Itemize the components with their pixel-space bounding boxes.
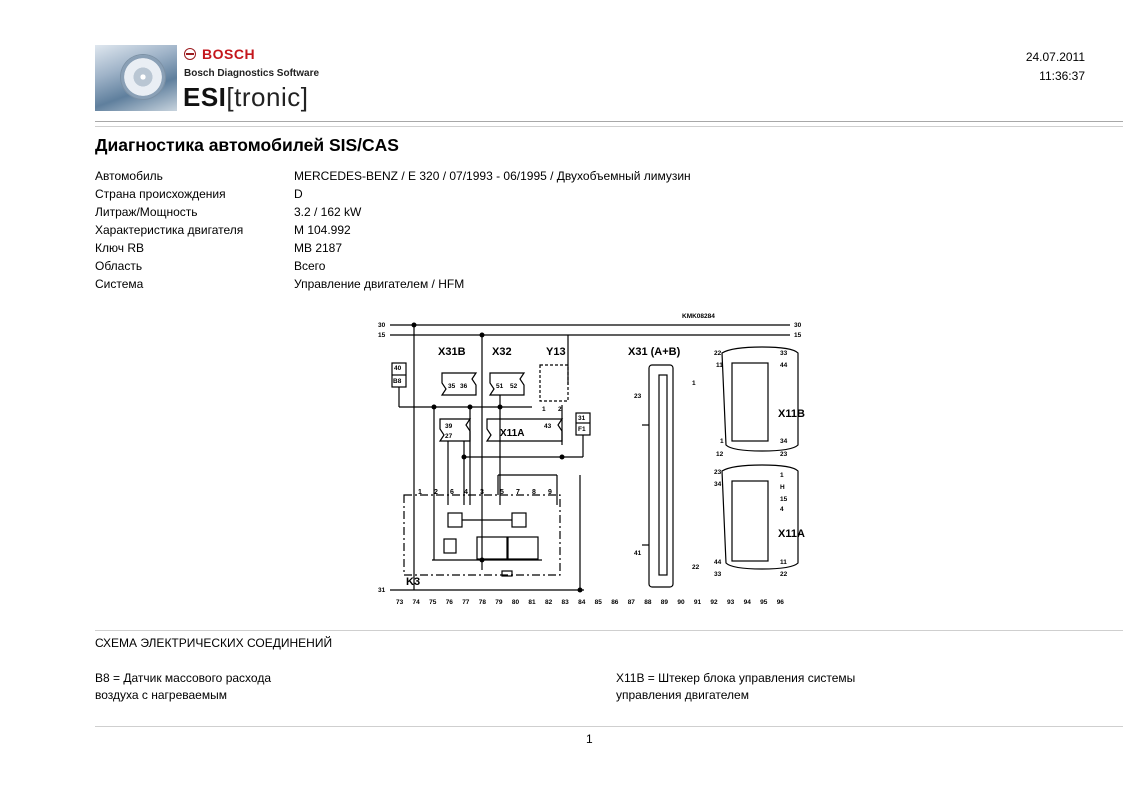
diagram-caption: СХЕМА ЭЛЕКТРИЧЕСКИХ СОЕДИНЕНИЙ — [95, 636, 333, 650]
k3-pin-number: 6 — [450, 489, 454, 496]
x11b-pin-22: 22 — [714, 350, 722, 357]
b8-pin: 40 — [394, 365, 402, 372]
f1-pin: 31 — [578, 415, 586, 422]
grid-number: 91 — [693, 599, 702, 606]
x11b-pin-33: 33 — [780, 350, 788, 357]
y13-label: Y13 — [546, 346, 566, 358]
print-time: 11:36:37 — [1039, 69, 1085, 83]
x11a-connector-label: X11A — [500, 428, 525, 439]
grid-number: 85 — [594, 599, 602, 606]
info-row — [95, 185, 691, 203]
x11a-conn-pin-4: 4 — [780, 506, 784, 513]
esi-tronic: [tronic] — [226, 82, 309, 112]
rail-30-label-right: 30 — [794, 322, 802, 329]
x11a-pin-27: 27 — [445, 433, 453, 440]
x31b-label: X31B — [438, 346, 466, 358]
x11a-conn-pin-34: 34 — [714, 481, 722, 488]
x11a-conn-pin-23: 23 — [714, 469, 722, 476]
f1-label: F1 — [578, 426, 586, 433]
diagram-code: KMK08284 — [682, 313, 715, 320]
info-label: Система — [95, 277, 144, 291]
x11a-conn-pin-22: 22 — [780, 571, 788, 578]
info-value: 3.2 / 162 kW — [294, 205, 362, 219]
grid-number: 94 — [743, 599, 751, 606]
grid-number: 77 — [462, 599, 470, 606]
info-label: Ключ RB — [95, 241, 144, 255]
x11a-conn-pin-15: 15 — [780, 496, 788, 503]
k3-pin-number: 1 — [418, 489, 422, 496]
page-title: Диагностика автомобилей SIS/CAS — [95, 135, 399, 155]
x11b-pin-44: 44 — [780, 362, 788, 369]
info-label: Страна происхождения — [95, 187, 226, 201]
x32-pin-52: 52 — [510, 383, 518, 390]
x11b-pin-12: 12 — [716, 451, 724, 458]
info-label: Характеристика двигателя — [95, 223, 244, 237]
grid-number: 96 — [776, 599, 784, 606]
info-row — [95, 257, 691, 275]
info-value: M 104.992 — [294, 223, 351, 237]
x11a-conn-pin-H: H — [780, 484, 785, 491]
info-value: MB 2187 — [294, 241, 343, 255]
info-value: MERCEDES-BENZ / E 320 / 07/1993 - 06/1995 / Двухобъемный лимузин — [294, 169, 691, 183]
x31ab-pin-23: 23 — [634, 393, 642, 400]
x31b-pin-36: 36 — [460, 383, 468, 390]
legend-b8-line1: B8 = Датчик массового расхода — [95, 671, 271, 685]
x11a-conn-pin-11: 11 — [780, 559, 787, 566]
esi-bold: ESI — [183, 82, 227, 112]
k3-pin-number: 4 — [464, 489, 468, 496]
x32-label: X32 — [492, 346, 512, 358]
k3-label: K3 — [406, 576, 421, 588]
product-name: Bosch Diagnostics Software — [184, 68, 320, 79]
vehicle-info-table — [95, 167, 691, 293]
page-number: 1 — [586, 732, 593, 746]
x11a-pin-39: 39 — [445, 423, 453, 430]
grid-number: 95 — [760, 599, 768, 606]
k3-pin-number: 7 — [516, 489, 520, 496]
grid-number: 87 — [627, 599, 635, 606]
info-row — [95, 275, 691, 293]
grid-number: 89 — [660, 599, 669, 606]
wiring-diagram — [372, 305, 812, 610]
info-row — [95, 239, 691, 257]
rail-30-label: 30 — [378, 322, 386, 329]
x11b-pin-1: 1 — [720, 438, 724, 445]
x11a-conn-pin-1: 1 — [780, 472, 784, 479]
grid-number: 86 — [611, 599, 619, 606]
info-row — [95, 221, 691, 239]
section-divider — [95, 630, 1123, 631]
k3-pin-number: 3 — [480, 489, 484, 496]
x31ab-pin-22: 22 — [692, 564, 700, 571]
legend-b8-line2: воздуха с нагреваемым — [95, 688, 227, 702]
x31ab-label: X31 (A+B) — [628, 346, 681, 358]
x11b-pin-11: 11 — [716, 362, 723, 369]
esi-tronic-logo — [95, 45, 330, 113]
x11b-pin-34: 34 — [780, 438, 788, 445]
footer-divider — [95, 726, 1123, 727]
rail-15-label: 15 — [378, 332, 386, 339]
info-value: Всего — [294, 259, 326, 273]
grid-number: 88 — [644, 599, 652, 606]
bosch-brand — [184, 47, 255, 61]
grid-number: 80 — [511, 599, 520, 606]
grid-number: 81 — [528, 599, 536, 606]
x11b-label: X11B — [778, 408, 805, 420]
grid-number: 93 — [727, 599, 735, 606]
info-label: Автомобиль — [95, 169, 163, 183]
grid-number: 76 — [445, 599, 453, 606]
k3-pin-number: 9 — [548, 489, 552, 496]
x11a-conn-pin-33: 33 — [714, 571, 722, 578]
x31ab-pin-1: 1 — [692, 380, 696, 387]
cd-disc-icon — [121, 55, 165, 99]
y13-pin-2: 2 — [558, 406, 562, 413]
info-row — [95, 203, 691, 221]
info-label: Область — [95, 259, 143, 273]
x31ab-pin-41: 41 — [634, 550, 642, 557]
x32-pin-51: 51 — [496, 383, 504, 390]
grid-number: 78 — [478, 599, 487, 606]
x11a-label: X11A — [778, 528, 805, 540]
legend-x11b-line2: управления двигателем — [616, 688, 749, 702]
grid-number: 73 — [396, 599, 404, 606]
k3-pin-number: 5 — [500, 489, 504, 496]
y13-pin-1: 1 — [542, 406, 546, 413]
info-row — [95, 167, 691, 185]
header-divider-thin — [95, 126, 1123, 127]
k3-pin-number: 2 — [434, 489, 438, 496]
grid-number: 90 — [677, 599, 685, 606]
x31b-pin-35: 35 — [448, 383, 456, 390]
k3-pin-number: 8 — [532, 489, 536, 496]
b8-label: B8 — [393, 378, 402, 385]
grid-number: 74 — [412, 599, 420, 606]
print-datetime — [1026, 48, 1085, 86]
print-date: 24.07.2011 — [1025, 50, 1085, 64]
legend-x11b-line1: X11B = Штекер блока управления системы — [616, 671, 856, 685]
x11b-pin-23: 23 — [780, 451, 788, 458]
grid-number: 92 — [710, 599, 718, 606]
bosch-armature-icon — [184, 48, 196, 60]
info-value: D — [294, 187, 303, 201]
x11a-conn-pin-44: 44 — [714, 559, 722, 566]
info-value: Управление двигателем / HFM — [294, 277, 465, 291]
rail-15-label-right: 15 — [794, 332, 802, 339]
info-label: Литраж/Мощность — [95, 205, 198, 219]
rail-31-label: 31 — [378, 587, 386, 594]
grid-number: 83 — [561, 599, 569, 606]
grid-number: 84 — [578, 599, 586, 606]
legend-x11b — [616, 670, 855, 704]
grid-number: 75 — [429, 599, 437, 606]
esi-tronic-wordmark — [183, 82, 308, 113]
grid-number: 82 — [545, 599, 553, 606]
bosch-wordmark: BOSCH — [202, 46, 256, 62]
legend-b8 — [95, 670, 271, 704]
x11a-pin-43: 43 — [544, 423, 552, 430]
header-divider — [95, 121, 1123, 122]
product-box-image — [95, 45, 177, 111]
grid-number: 79 — [495, 599, 503, 606]
